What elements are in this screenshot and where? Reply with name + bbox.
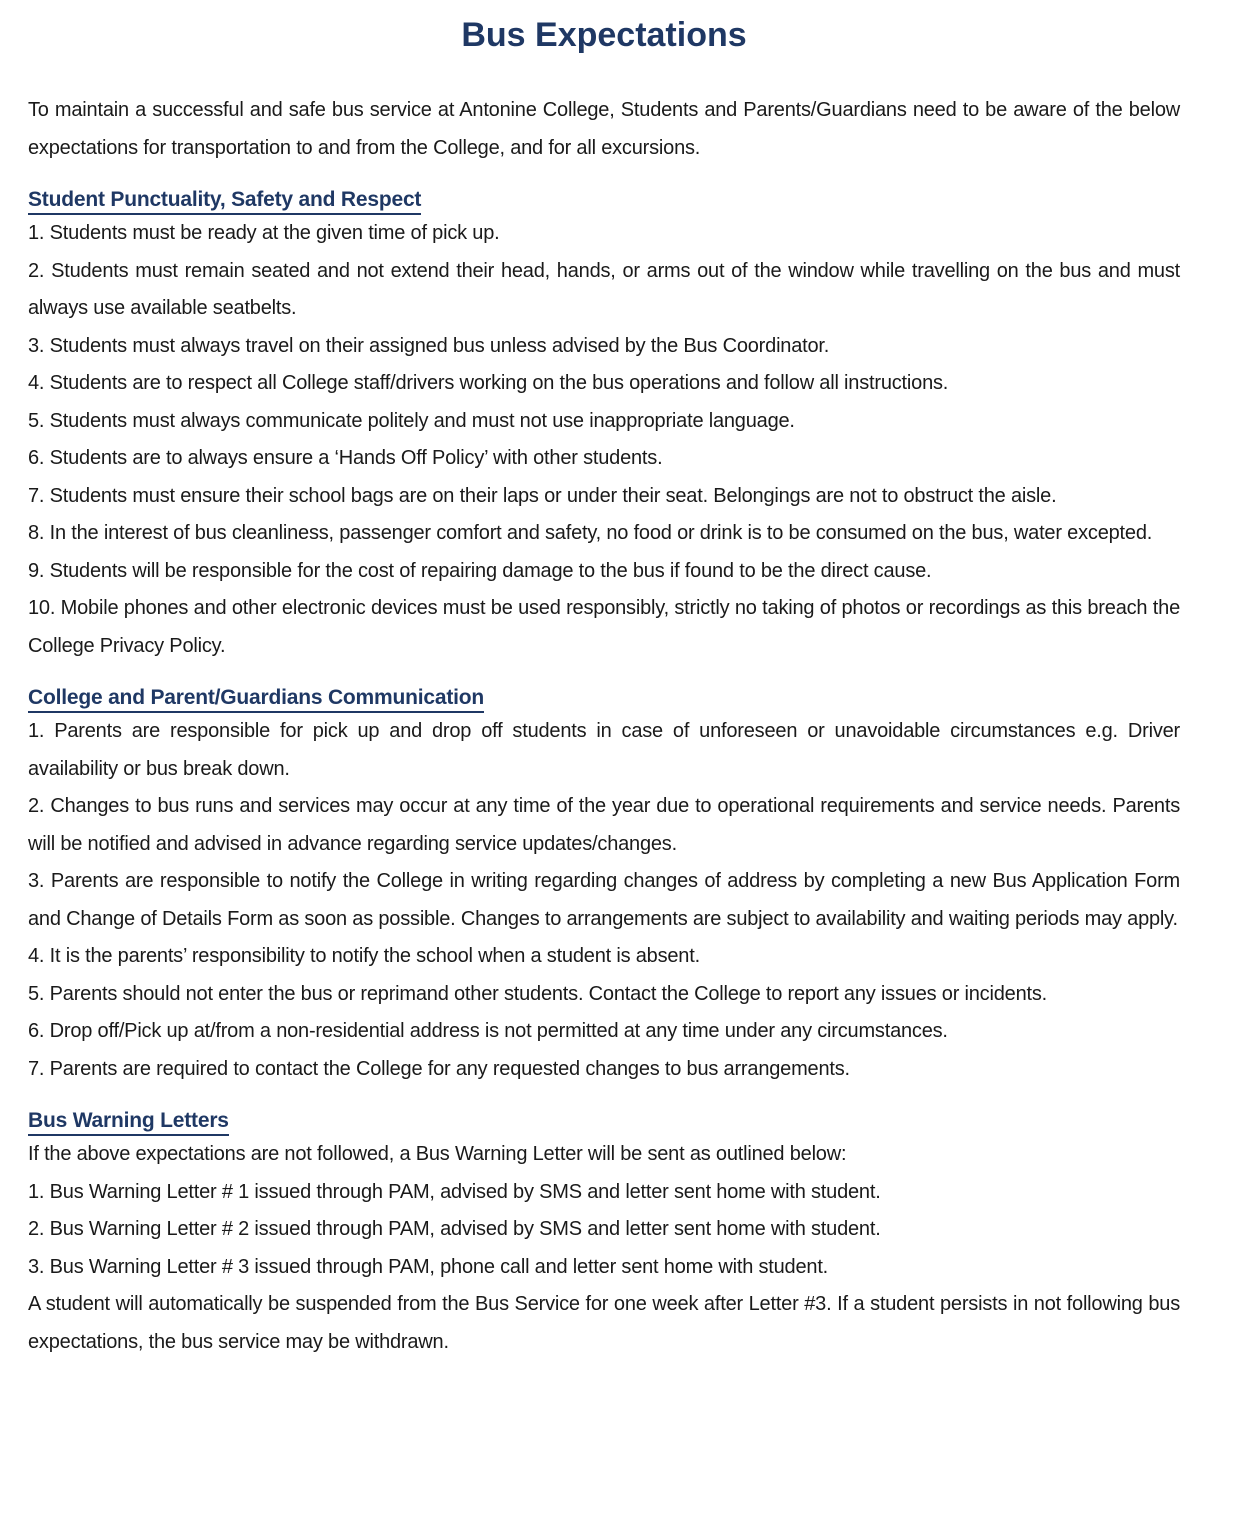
- policy-item: 1. Bus Warning Letter # 1 issued through PAM, advised by SMS and letter sent home with student.: [28, 1180, 881, 1203]
- document-title: Bus Expectations: [461, 16, 747, 54]
- policy-item: 1. Students must be ready at the given time of pick up.: [28, 222, 500, 244]
- policy-item: 6. Students are to always ensure a ‘Hands Off Policy’ with other students.: [28, 447, 663, 469]
- section-heading-text: College and Parent/Guardians Communication: [28, 686, 484, 713]
- policy-item: 3. Parents are responsible to notify the College in writing regarding changes of address by completing a new Bus Application Form and Change of Details Form as soon as possible. Changes to arrangements are subject to availability and waiting periods may apply.: [28, 870, 1180, 930]
- policy-item: 4. Students are to respect all College staff/drivers working on the bus operations and follow all instructions.: [28, 372, 949, 394]
- section-heading-student-punctuality: [28, 185, 1180, 215]
- policy-item: 1. Parents are responsible for pick up and drop off students in case of unforeseen or unavoidable circumstances e.g. Driver availability or bus break down.: [28, 720, 1180, 780]
- policy-item: 6. Drop off/Pick up at/from a non-residential address is not permitted at any time under any circumstances.: [28, 1020, 948, 1042]
- section-heading-text: Bus Warning Letters: [28, 1109, 229, 1136]
- policy-item: 2. Bus Warning Letter # 2 issued through PAM, advised by SMS and letter sent home with student.: [28, 1218, 881, 1240]
- policy-item: 7. Students must ensure their school bags are on their laps or under their seat. Belongings are not to obstruct the aisle.: [28, 484, 1057, 507]
- section-heading-college-parent-communication: [28, 683, 1180, 713]
- section-heading-bus-warning-letters: [28, 1106, 1180, 1136]
- policy-item: 9. Students will be responsible for the cost of repairing damage to the bus if found to be the direct cause.: [28, 559, 932, 582]
- policy-item: 3. Bus Warning Letter # 3 issued through PAM, phone call and letter sent home with student.: [28, 1255, 829, 1278]
- policy-item: 8. In the interest of bus cleanliness, passenger comfort and safety, no food or drink is to be consumed on the bus, water excepted.: [28, 522, 1153, 544]
- policy-item: 10. Mobile phones and other electronic devices must be used responsibly, strictly no taking of photos or recordings as this breach the College Privacy Policy.: [28, 597, 1180, 657]
- policy-item: 5. Parents should not enter the bus or reprimand other students. Contact the College to report any issues or incidents.: [28, 982, 1048, 1005]
- section-heading-text: Student Punctuality, Safety and Respect: [28, 188, 421, 215]
- policy-item: 4. It is the parents’ responsibility to notify the school when a student is absent.: [28, 945, 700, 967]
- policy-item: 5. Students must always communicate politely and must not use inappropriate language.: [28, 409, 795, 432]
- policy-item: 3. Students must always travel on their assigned bus unless advised by the Bus Coordinator.: [28, 334, 830, 357]
- policy-item: 2. Changes to bus runs and services may occur at any time of the year due to operational requirements and service needs. Parents will be notified and advised in advance regarding service updates/changes.: [28, 795, 1180, 855]
- policy-item: 2. Students must remain seated and not extend their head, hands, or arms out of the window while travelling on the bus and must always use available seatbelts.: [28, 259, 1180, 319]
- section-outro: A student will automatically be suspended from the Bus Service for one week after Letter #3. If a student persists in not following bus expectations, the bus service may be withdrawn.: [28, 1293, 1180, 1353]
- policy-item: 7. Parents are required to contact the College for any requested changes to bus arrangements.: [28, 1057, 850, 1080]
- section-lead: If the above expectations are not followed, a Bus Warning Letter will be sent as outlined below:: [28, 1143, 847, 1165]
- intro-paragraph: To maintain a successful and safe bus service at Antonine College, Students and Parents/Guardians need to be aware of the below expectations for transportation to and from the College, and for all excursions.: [28, 99, 1180, 159]
